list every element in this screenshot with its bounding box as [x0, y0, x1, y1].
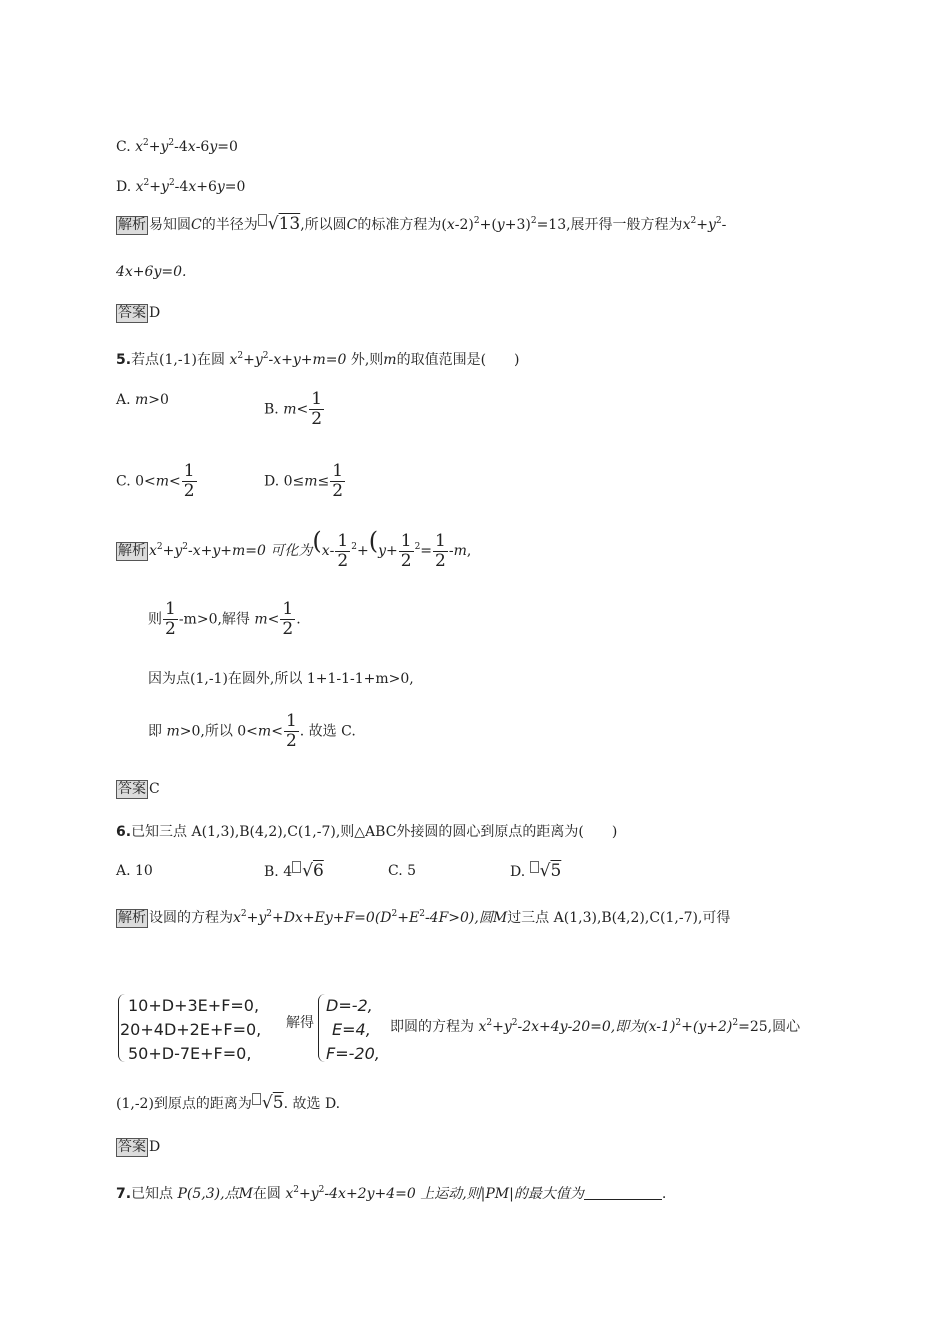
option-label: C. [116, 139, 136, 155]
option-label: D. 0≤ [264, 473, 305, 490]
fraction: $\frac{1}{2}$ [285, 711, 297, 751]
analysis-tag: 解析 [118, 543, 146, 559]
text: 因为点(1,-1)在圆外,所以 1+1-1-1+m>0, [148, 671, 414, 687]
text: 已知三点 [131, 824, 188, 840]
fraction: $\frac{1}{2}$ [435, 530, 446, 571]
solution: F=-20, [326, 1044, 380, 1063]
text: 即圆的方程为 [390, 1019, 474, 1035]
option-label: D. [116, 179, 136, 195]
text: -m>0,解得 [178, 611, 250, 628]
q6-answer [116, 1137, 160, 1157]
text: -4x+2y+4=0 上运动,则|PM|的最大值为 [324, 1186, 584, 1202]
option-label: A. 10 [116, 863, 153, 879]
q6-option-c [388, 861, 416, 881]
analysis-tag: 解析 [118, 910, 146, 926]
text: 若点(1,-1)在圆 [131, 352, 225, 368]
answer-tag: 答案 [118, 781, 146, 797]
radicand: 5 [550, 861, 562, 881]
fraction: $\frac{1}{2}$ [311, 389, 323, 429]
q5-analysis: 解析 $x^2+y^2-x+y+m=0$ 可化为(x- $\frac{1}{2}$ $^2$+(y+ $\frac{1}{2}$ $^2$= $\frac{1}{2}$ -m, [118, 527, 472, 571]
answer-blank[interactable] [584, 1199, 662, 1200]
placeholder-box-icon [292, 861, 301, 873]
option-label: A. [116, 392, 136, 408]
q6-option-a [116, 861, 153, 881]
option-label: C. 5 [388, 863, 417, 879]
q5-option-a: A. m>0 [116, 392, 169, 408]
q4-option-d: D. $x^2+y^2-4x+6y=0$ [116, 178, 246, 195]
q6-stem [116, 822, 617, 842]
option-label: B. [264, 401, 284, 418]
fraction: $\frac{1}{2}$ [332, 461, 344, 501]
text: A(1,3),B(4,2),C(1,-7),则△ABC外接圆的圆心到原点的距离为( ) [191, 824, 618, 840]
text: 的标准方程为( [357, 217, 447, 233]
fraction: $\frac{1}{2}$ [165, 599, 176, 639]
text: +(y+2) [681, 1019, 733, 1035]
radicand: 13 [278, 214, 301, 234]
solve-label: 解得 [286, 1015, 314, 1031]
text: 过三点 [507, 910, 550, 926]
q5-answer [116, 779, 160, 799]
q4-analysis: 解析 易知圆C的半径为 √13,所以圆C的标准方程为$(x-2)^2+(y+3)^2=13$,展开得一般方程为$x^2+y^2-$ [118, 214, 727, 234]
equation: 10+D+3E+F=0, [128, 996, 260, 1015]
text: 则 [148, 611, 162, 628]
text: 已知点 [131, 1186, 174, 1202]
text: 4x+6y=0. [116, 264, 187, 280]
fraction: $\frac{1}{2}$ [183, 461, 195, 501]
equation: 50+D-7E+F=0, [128, 1044, 252, 1063]
right-system-brace [318, 994, 325, 1062]
text: 的半径为 [201, 217, 258, 233]
text: (1,-2)到原点的距离为 [116, 1096, 252, 1112]
q5-analysis-line4: 即 m>0,所以 0<m< $\frac{1}{2}$ . 故选 C. [148, 711, 356, 751]
fraction: $\frac{1}{2}$ [400, 530, 412, 571]
text: 易知圆 [149, 217, 191, 233]
text: . [661, 1186, 667, 1202]
sqrt-icon: √ [267, 214, 279, 234]
fraction: $\frac{1}{2}$ [282, 599, 294, 639]
q5-analysis-line2: 则 $\frac{1}{2}$ -m>0,解得 m< $\frac{1}{2}$ . [148, 599, 301, 639]
text: . 故选 D. [283, 1096, 341, 1112]
text: -2x+4y-20=0,即为(x-1) [517, 1019, 676, 1035]
text: -2) [454, 217, 474, 233]
q6-analysis-line3 [116, 1093, 340, 1114]
text: +( [479, 217, 497, 233]
fraction: $\frac{1}{2}$ [337, 530, 349, 571]
solution: E=4, [332, 1020, 371, 1039]
text: +E [397, 910, 420, 926]
text: +Dx+Ey+F=0(D [272, 910, 392, 926]
text: >0,所以 0< [179, 723, 258, 740]
q4-analysis-line2 [116, 262, 186, 282]
text: 的取值范围是( ) [396, 352, 520, 368]
q6-option-b [264, 861, 324, 882]
question-number: 5. [116, 352, 132, 368]
radicand: 5 [272, 1093, 284, 1113]
option-label: B. 4 [264, 864, 293, 880]
text: P(5,3),点 [177, 1186, 239, 1202]
equation: 20+4D+2E+F=0, [120, 1020, 262, 1039]
text: +3) [504, 217, 531, 233]
q5-analysis-line3 [148, 669, 414, 689]
text: =13,展开得一般方程为 [536, 217, 683, 233]
solution-system [326, 994, 380, 1066]
q7-stem: 7.已知点 P(5,3),点M在圆 $x^2+y^2-4x+2y+4=0$ 上运动,则|PM|的最大值为 . [116, 1185, 667, 1202]
option-label: C. 0< [116, 473, 156, 490]
q5-option-c: C. 0<m< $\frac{1}{2}$ [116, 461, 195, 501]
sqrt-icon: √ [539, 861, 551, 881]
text: -x+y+m=0 [268, 352, 347, 368]
q4-option-c: C. $x^2+y^2-4x-6y=0$ [116, 138, 238, 155]
answer-tag: 答案 [118, 1139, 146, 1155]
text: 即 [148, 723, 162, 740]
question-number: 6. [116, 824, 132, 840]
analysis-tag: 解析 [118, 217, 146, 233]
text: -x+y+m=0 可化为 [188, 543, 313, 559]
answer-tag: 答案 [118, 305, 146, 321]
text: A(1,3),B(4,2),C(1,-7),可得 [553, 910, 731, 926]
q5-option-b: B. m< $\frac{1}{2}$ [264, 389, 323, 429]
placeholder-box-icon [258, 214, 267, 226]
placeholder-box-icon [530, 861, 539, 873]
answer-value: C [149, 781, 160, 797]
q5-stem: 5.若点(1,-1)在圆 $x^2+y^2-x+y+m=0$ 外,则m的取值范围是( ) [116, 351, 520, 368]
text: ,所以圆 [300, 217, 347, 233]
radicand: 6 [312, 861, 324, 881]
option-label: D. [510, 864, 530, 880]
math: x [135, 139, 144, 155]
q5-option-d: D. 0≤m≤ $\frac{1}{2}$ [264, 461, 344, 501]
text: 外,则 [350, 352, 384, 368]
solution: D=-2, [326, 996, 373, 1015]
text: =25,圆心 [738, 1019, 801, 1035]
answer-value: D [149, 1139, 161, 1155]
q6-analysis: 解析 设圆的方程为$x^2+y^2+Dx+Ey+F=0(D^2+E^2-4F>0)$,圆M过三点 A(1,3),B(4,2),C(1,-7),可得 [118, 909, 731, 926]
q6-option-d [510, 861, 561, 882]
text: . 故选 C. [299, 723, 356, 740]
equation-system [120, 994, 262, 1066]
sqrt-icon: √ [302, 861, 313, 881]
text: 设圆的方程为 [149, 910, 233, 926]
placeholder-box-icon [252, 1093, 261, 1105]
sqrt-icon: √ [261, 1093, 273, 1113]
text: 在圆 [252, 1186, 281, 1202]
q4-answer [116, 303, 160, 323]
answer-value: D [149, 305, 161, 321]
text: -4F>0),圆 [424, 910, 493, 926]
question-number: 7. [116, 1186, 132, 1202]
q6-analysis-result: 即圆的方程为 $x^2+y^2-2x+4y-20=0$,即为$(x-1)^2+(y+2)^2=25$,圆心 [390, 1018, 801, 1035]
